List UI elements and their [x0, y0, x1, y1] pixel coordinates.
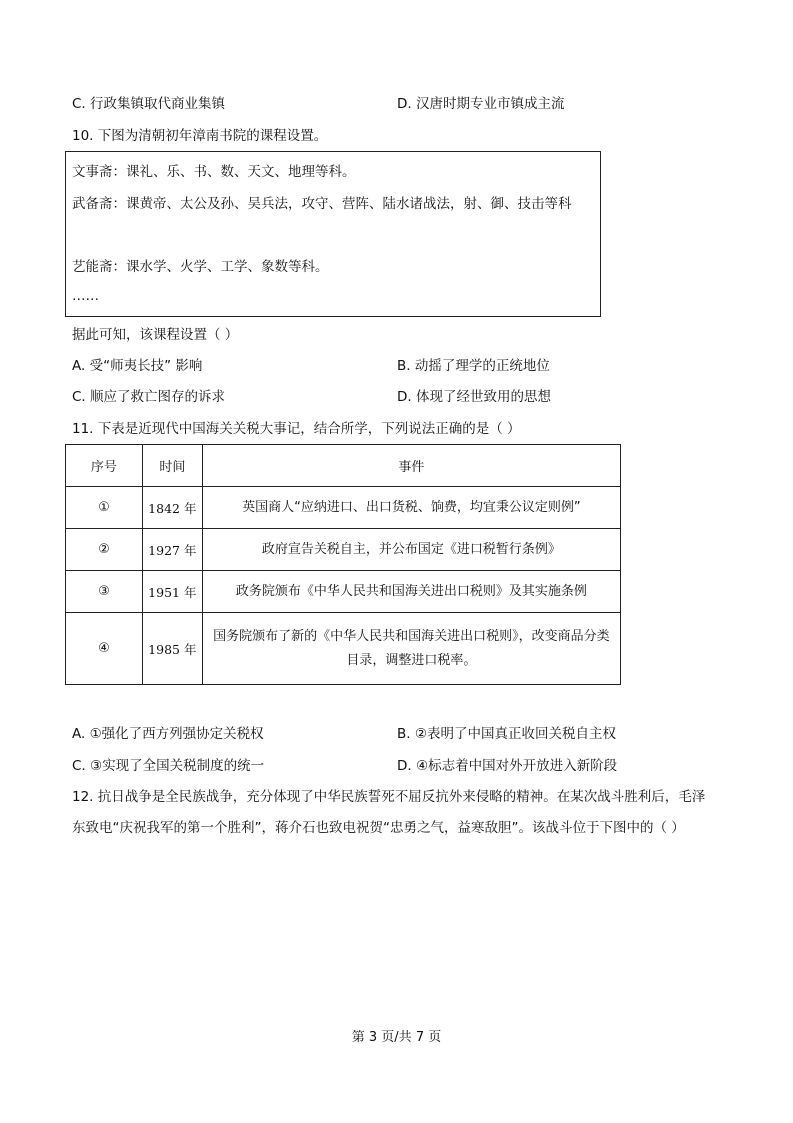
q9-option-d: D. 汉唐时期专业市镇成主流 — [397, 96, 565, 112]
row-event: 政务院颁布《中华人民共和国海关进出口税则》及其实施条例 — [202, 571, 620, 613]
q12-stem-line-2: 东致电“庆祝我军的第一个胜利”，蒋介石也致电祝贺“忠勇之气，益寒敌胆”。该战斗位于下图中的（ ） — [72, 820, 685, 836]
row-event: 政府宣告关税自主，并公布国定《进口税暂行条例》 — [202, 529, 620, 571]
customs-tariff-table — [65, 444, 621, 685]
q10-prompt: 据此可知，该课程设置（ ） — [72, 327, 239, 343]
row-event: 英国商人“应纳进口、出口货税、饷费，均宜秉公议定则例” — [202, 487, 620, 529]
table-header-row — [66, 445, 621, 487]
q10-box-line-3: 艺能斋：课水学、火学、工学、象数等科。 — [72, 259, 329, 275]
q10-option-d: D. 体现了经世致用的思想 — [397, 389, 551, 405]
q10-box-line-2: 武备斋：课黄帝、太公及孙、吴兵法，攻守、营阵、陆水诸战法，射、御、技击等科 — [72, 196, 572, 212]
q10-box-line-4: …… — [72, 288, 99, 304]
row-year: 1842 年 — [142, 487, 202, 529]
q10-box-line-1: 文事斋：课礼、乐、书、数、天文、地理等科。 — [72, 164, 356, 180]
table-row — [66, 487, 621, 529]
q11-option-c: C. ③实现了全国关税制度的统一 — [72, 758, 265, 774]
q10-option-c: C. 顺应了救亡图存的诉求 — [72, 389, 226, 405]
q10-stem: 10. 下图为清朝初年漳南书院的课程设置。 — [72, 128, 328, 144]
row-number: ④ — [66, 613, 143, 685]
header-number: 序号 — [66, 445, 143, 487]
header-event: 事件 — [202, 445, 620, 487]
table-row — [66, 571, 621, 613]
row-number: ① — [66, 487, 143, 529]
table-row — [66, 613, 621, 685]
row-year: 1927 年 — [142, 529, 202, 571]
page-footer: 第 3 页/共 7 页 — [351, 1030, 442, 1045]
q9-option-c: C. 行政集镇取代商业集镇 — [72, 96, 226, 112]
q10-source-box — [65, 151, 601, 317]
row-number: ② — [66, 529, 143, 571]
row-year: 1985 年 — [142, 613, 202, 685]
header-time: 时间 — [142, 445, 202, 487]
row-event: 国务院颁布了新的《中华人民共和国海关进出口税则》，改变商品分类目录，调整进口税率。 — [202, 613, 620, 685]
row-number: ③ — [66, 571, 143, 613]
q11-option-d: D. ④标志着中国对外开放进入新阶段 — [397, 758, 618, 774]
q11-stem: 11. 下表是近现代中国海关关税大事记，结合所学，下列说法正确的是（ ） — [72, 421, 521, 437]
q10-option-b: B. 动摇了理学的正统地位 — [397, 358, 550, 374]
q10-option-a: A. 受“师夷长技” 影响 — [72, 358, 203, 374]
q11-option-a: A. ①强化了西方列强协定关税权 — [72, 726, 264, 742]
table-row — [66, 529, 621, 571]
q12-stem-line-1: 12. 抗日战争是全民族战争，充分体现了中华民族誓死不屈反抗外来侵略的精神。在某次战斗胜利后，毛泽 — [72, 789, 706, 805]
q11-option-b: B. ②表明了中国真正收回关税自主权 — [397, 726, 616, 742]
row-year: 1951 年 — [142, 571, 202, 613]
